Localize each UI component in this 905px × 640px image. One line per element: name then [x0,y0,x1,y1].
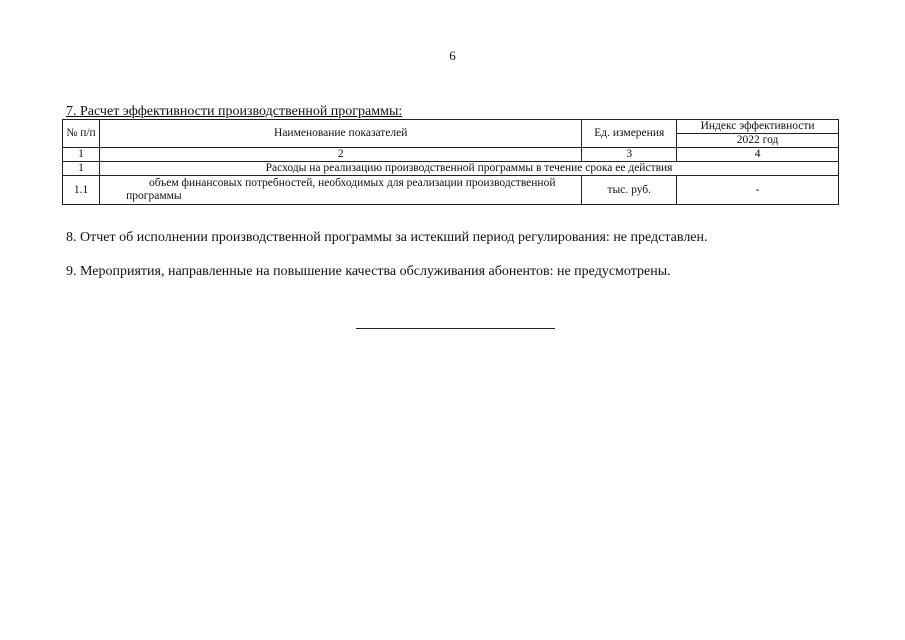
header-unit: Ед. измерения [582,120,677,148]
page-number: 6 [449,48,456,63]
row-unit: тыс. руб. [582,176,677,205]
section-row-num: 1 [63,162,100,176]
header-index: Индекс эффективности [677,120,839,134]
row-num: 1.1 [63,176,100,205]
efficiency-table [62,119,839,205]
table-row [63,176,839,205]
column-number: 3 [582,148,677,162]
header-year: 2022 год [677,134,839,148]
column-number: 2 [100,148,582,162]
table-section-row [63,162,839,176]
row-indicator-name: объем финансовых потребностей, необходимых для реализации производственной программы [100,176,582,205]
table-header-row [63,120,839,134]
row-value: - [677,176,839,205]
header-num: № п/п [63,120,100,148]
section-7-title: 7. Расчет эффективности производственной программы: [66,104,403,119]
end-divider [356,328,555,329]
section-row-text: Расходы на реализацию производственной программы в течение срока ее действия [100,162,839,176]
column-number: 4 [677,148,839,162]
section-9-text: 9. Мероприятия, направленные на повышение качества обслуживания абонентов: не предусмотрены. [66,264,671,279]
section-8-text: 8. Отчет об исполнении производственной программы за истекший период регулирования: не представлен. [66,230,708,245]
column-number: 1 [63,148,100,162]
header-name: Наименование показателей [100,120,582,148]
column-number-row [63,148,839,162]
